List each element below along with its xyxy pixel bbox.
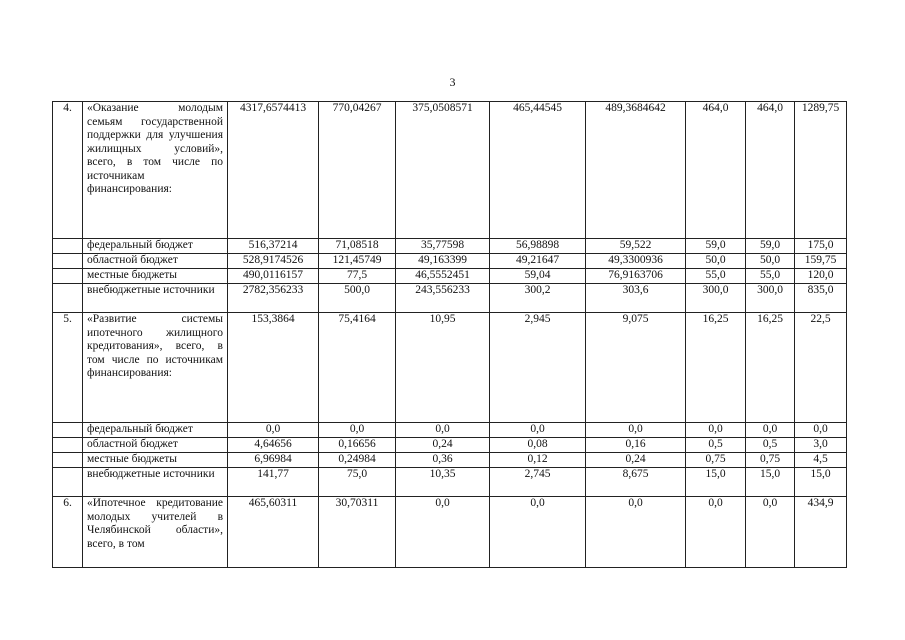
value-col-2: 243,556233: [396, 284, 490, 313]
value-col-5: 55,0: [686, 269, 746, 284]
value-total: 2782,356233: [228, 284, 319, 313]
value-col-6: 0,0: [746, 423, 795, 438]
value-total: 490,0116157: [228, 269, 319, 284]
page-number: 3: [449, 75, 456, 89]
value-col-6: 55,0: [746, 269, 795, 284]
funding-source-name: федеральный бюджет: [83, 239, 228, 254]
funding-source-name: местные бюджеты: [83, 269, 228, 284]
value-col-5: 300,0: [686, 284, 746, 313]
value-total: 141,77: [228, 468, 319, 497]
value-col-7: 175,0: [795, 239, 847, 254]
value-col-4: 489,3684642: [586, 102, 686, 239]
value-col-6: 59,0: [746, 239, 795, 254]
value-total: 4317,6574413: [228, 102, 319, 239]
value-col-1: 0,24984: [319, 453, 396, 468]
value-col-7: 835,0: [795, 284, 847, 313]
row-number: 6.: [53, 497, 83, 568]
value-col-1: 77,5: [319, 269, 396, 284]
value-col-2: 35,77598: [396, 239, 490, 254]
value-col-6: 16,25: [746, 313, 795, 423]
row-number-empty: [53, 453, 83, 468]
value-col-2: 0,36: [396, 453, 490, 468]
table-row-funding-source: [53, 284, 847, 313]
table-row-funding-source: [53, 438, 847, 453]
value-col-6: 50,0: [746, 254, 795, 269]
value-col-1: 0,0: [319, 423, 396, 438]
value-total: 0,0: [228, 423, 319, 438]
value-col-3: 465,44545: [490, 102, 586, 239]
value-col-1: 770,04267: [319, 102, 396, 239]
value-col-5: 0,0: [686, 423, 746, 438]
value-col-5: 0,5: [686, 438, 746, 453]
value-col-2: 49,163399: [396, 254, 490, 269]
value-col-2: 375,0508571: [396, 102, 490, 239]
table-row-funding-source: [53, 239, 847, 254]
value-col-7: 4,5: [795, 453, 847, 468]
value-col-4: 303,6: [586, 284, 686, 313]
row-number: 5.: [53, 313, 83, 423]
row-number-empty: [53, 468, 83, 497]
value-col-7: 3,0: [795, 438, 847, 453]
value-col-6: 464,0: [746, 102, 795, 239]
value-total: 465,60311: [228, 497, 319, 568]
value-total: 4,64656: [228, 438, 319, 453]
funding-source-name: местные бюджеты: [83, 453, 228, 468]
value-col-7: 159,75: [795, 254, 847, 269]
value-col-5: 16,25: [686, 313, 746, 423]
value-col-1: 71,08518: [319, 239, 396, 254]
value-col-2: 0,24: [396, 438, 490, 453]
table-row-funding-source: [53, 423, 847, 438]
value-col-3: 300,2: [490, 284, 586, 313]
row-number-empty: [53, 239, 83, 254]
value-col-7: 15,0: [795, 468, 847, 497]
value-col-1: 121,45749: [319, 254, 396, 269]
value-total: 6,96984: [228, 453, 319, 468]
value-col-2: 0,0: [396, 497, 490, 568]
budget-table: [52, 101, 847, 568]
row-number-empty: [53, 269, 83, 284]
value-col-4: 59,522: [586, 239, 686, 254]
program-name: «Оказание молодым семьям государственной поддержки для улучшения жилищных условий», всего, в том числе по источникам финансирования:: [83, 102, 228, 239]
value-col-3: 0,12: [490, 453, 586, 468]
value-col-5: 0,75: [686, 453, 746, 468]
row-number: 4.: [53, 102, 83, 239]
value-col-5: 464,0: [686, 102, 746, 239]
value-col-3: 2,945: [490, 313, 586, 423]
value-col-2: 10,35: [396, 468, 490, 497]
value-col-5: 50,0: [686, 254, 746, 269]
table-row-program-4: [53, 102, 847, 239]
value-col-3: 0,0: [490, 423, 586, 438]
value-col-2: 0,0: [396, 423, 490, 438]
value-col-4: 0,16: [586, 438, 686, 453]
value-col-1: 75,0: [319, 468, 396, 497]
row-number-empty: [53, 438, 83, 453]
funding-source-name: областной бюджет: [83, 254, 228, 269]
value-col-5: 59,0: [686, 239, 746, 254]
value-col-1: 30,70311: [319, 497, 396, 568]
table-row-program-6: [53, 497, 847, 568]
value-col-3: 0,0: [490, 497, 586, 568]
value-col-7: 1289,75: [795, 102, 847, 239]
value-col-7: 22,5: [795, 313, 847, 423]
program-name: «Развитие системы ипотечного жилищного кредитования», всего, в том числе по источникам финансирования:: [83, 313, 228, 423]
value-col-3: 59,04: [490, 269, 586, 284]
value-col-6: 0,5: [746, 438, 795, 453]
value-col-4: 9,075: [586, 313, 686, 423]
value-col-4: 0,0: [586, 497, 686, 568]
value-col-7: 120,0: [795, 269, 847, 284]
value-col-4: 0,24: [586, 453, 686, 468]
value-col-1: 75,4164: [319, 313, 396, 423]
value-total: 528,9174526: [228, 254, 319, 269]
table-row-funding-source: [53, 254, 847, 269]
program-name: «Ипотечное кредитование молодых учителей в Челябинской области», всего, в том: [83, 497, 228, 568]
table-row-funding-source: [53, 453, 847, 468]
value-total: 516,37214: [228, 239, 319, 254]
value-col-6: 0,0: [746, 497, 795, 568]
value-col-4: 49,3300936: [586, 254, 686, 269]
value-col-4: 76,9163706: [586, 269, 686, 284]
value-col-3: 2,745: [490, 468, 586, 497]
value-col-3: 0,08: [490, 438, 586, 453]
value-col-7: 434,9: [795, 497, 847, 568]
row-number-empty: [53, 423, 83, 438]
row-number-empty: [53, 284, 83, 313]
value-col-2: 46,5552451: [396, 269, 490, 284]
value-col-7: 0,0: [795, 423, 847, 438]
funding-source-name: федеральный бюджет: [83, 423, 228, 438]
value-col-3: 49,21647: [490, 254, 586, 269]
value-col-6: 15,0: [746, 468, 795, 497]
value-col-2: 10,95: [396, 313, 490, 423]
value-col-4: 0,0: [586, 423, 686, 438]
value-total: 153,3864: [228, 313, 319, 423]
table-row-funding-source: [53, 269, 847, 284]
funding-source-name: внебюджетные источники: [83, 468, 228, 497]
value-col-1: 500,0: [319, 284, 396, 313]
funding-source-name: областной бюджет: [83, 438, 228, 453]
table-row-program-5: [53, 313, 847, 423]
value-col-6: 300,0: [746, 284, 795, 313]
table-row-funding-source: [53, 468, 847, 497]
row-number-empty: [53, 254, 83, 269]
value-col-4: 8,675: [586, 468, 686, 497]
value-col-5: 0,0: [686, 497, 746, 568]
value-col-6: 0,75: [746, 453, 795, 468]
value-col-3: 56,98898: [490, 239, 586, 254]
value-col-5: 15,0: [686, 468, 746, 497]
funding-source-name: внебюджетные источники: [83, 284, 228, 313]
value-col-1: 0,16656: [319, 438, 396, 453]
